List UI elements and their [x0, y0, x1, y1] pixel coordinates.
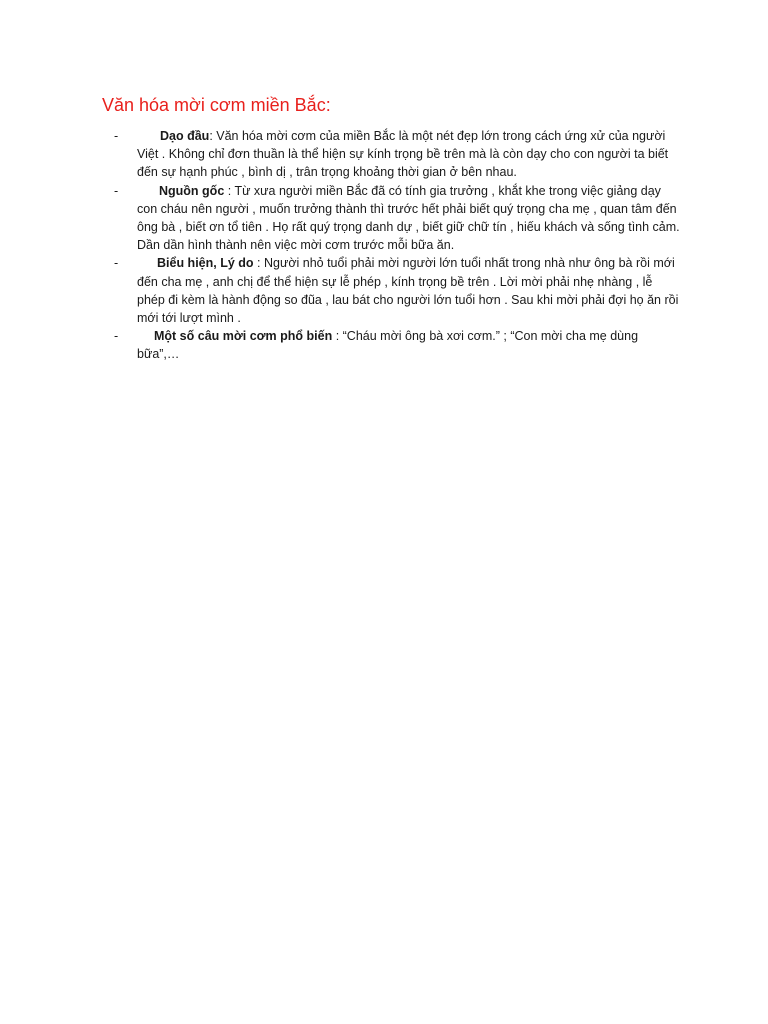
list-bullet: - [114, 329, 119, 344]
list-bullet: - [114, 129, 119, 143]
list-item-dao-dau [0, 127, 768, 182]
list-item-bieu-hien [0, 254, 768, 327]
item-term: Dạo đầu [160, 129, 210, 143]
item-term: Biểu hiện, Lý do [157, 256, 254, 271]
item-text: : Từ xưa người miền Bắc đã có tính gia trưởng , khắt khe trong việc giảng dạy con cháu nên người , muốn trưởng thành thì trước hết phải biết quý trọng cha mẹ , quan tâm đến ông bà , biết ơn tổ tiên . Họ rất quý trọng danh dự , biết giữ chữ tín , hiếu khách và sống tình cảm. Dần dần hình thành nên việc mời cơm trước mỗi bữa ăn. [137, 183, 680, 253]
document-title: Văn hóa mời cơm miền Bắc: [102, 95, 331, 115]
item-text: : Văn hóa mời cơm của miền Bắc là một nét đẹp lớn trong cách ứng xử của người Việt . Không chỉ đơn thuần là thể hiện sự kính trọng bề trên mà là còn dạy cho con người ta biết đến sự hạnh phúc , bình dị , trân trọng khoảng thời gian ở bên nhau. [137, 129, 669, 180]
list-bullet: - [114, 183, 119, 198]
item-text: : Người nhỏ tuổi phải mời người lớn tuổi nhất trong nhà như ông bà rồi mới đến cha mẹ , anh chị để thể hiện sự lễ phép , kính trọng bề trên . Lời mời phải nhẹ nhàng , lễ phép đi kèm là hành động so đũa , lau bát cho người lớn tuổi hơn . Sau khi mời phải đợi họ ăn rồi mới tới lượt mình . [137, 256, 679, 326]
list-item-nguon-goc [0, 182, 768, 255]
item-term: Một số câu mời cơm phổ biến [154, 329, 333, 344]
item-text: : “Cháu mời ông bà xơi cơm.” ; “Con mời cha mẹ dùng bữa”,… [137, 329, 639, 362]
item-term: Nguồn gốc [159, 183, 225, 198]
list-bullet: - [114, 256, 119, 271]
bullet-list [0, 127, 768, 364]
list-item-cau-moi-com [0, 327, 768, 363]
